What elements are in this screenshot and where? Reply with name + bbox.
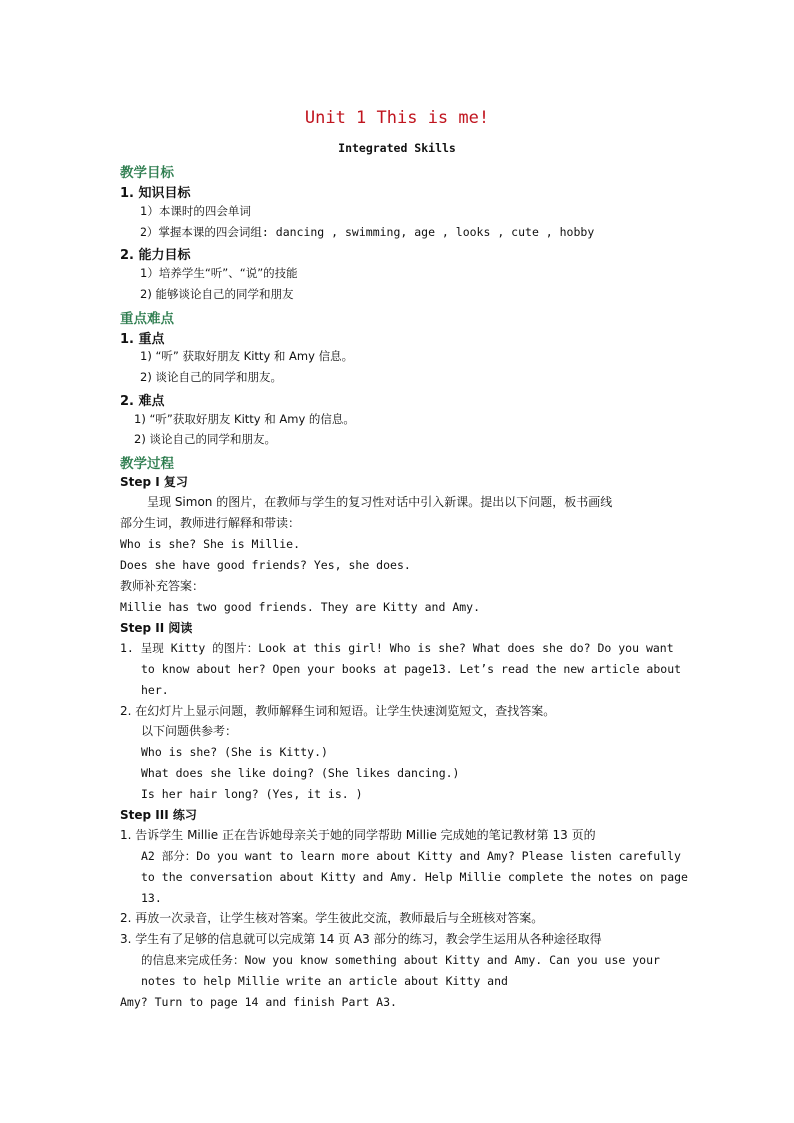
step-2-text: 2. 在幻灯片上显示问题，教师解释生词和短语。让学生快速浏览短文，查找答案。: [120, 704, 556, 718]
section-heading-objectives: 教学目标: [120, 165, 174, 181]
step-3-text: notes to help Millie write an article about Kitty and: [141, 974, 508, 988]
step-3-text: Amy? Turn to page 14 and finish Part A3.: [120, 995, 397, 1009]
step-3-text: 3. 学生有了足够的信息就可以完成第 14 页 A3 部分的练习，教会学生运用从各种途径取得: [120, 932, 602, 946]
step-1-answer: Millie has two good friends. They are Kitty and Amy.: [120, 600, 481, 614]
step-2-question: Is her hair long? (Yes, it is. ): [141, 787, 363, 801]
ability-goal-item: 2) 能够谈论自己的同学和朋友: [140, 287, 294, 301]
step-3-text: A2 部分：Do you want to learn more about Kitty and Amy? Please listen carefully: [141, 849, 681, 863]
step-3-heading: Step III 练习: [120, 808, 197, 822]
knowledge-goal-item: 1）本课时的四会单词: [140, 204, 251, 218]
step-1-heading: Step I 复习: [120, 475, 188, 489]
document-title: Unit 1 This is me!: [304, 108, 490, 128]
step-2-question: Who is she? (She is Kitty.): [141, 745, 328, 759]
step-3-text: 13.: [141, 891, 162, 905]
step-2-text: 以下问题供参考：: [141, 724, 238, 738]
key-point-heading: 1. 重点: [120, 332, 165, 347]
knowledge-goal-heading: 1. 知识目标: [120, 186, 191, 201]
section-heading-key-points: 重点难点: [120, 311, 174, 327]
step-3-text: to the conversation about Kitty and Amy. Help Millie complete the notes on page: [141, 870, 688, 884]
section-heading-process: 教学过程: [120, 456, 174, 472]
step-1-text: 教师补充答案：: [120, 579, 205, 593]
difficulty-heading: 2. 难点: [120, 394, 165, 409]
step-1-question: Does she have good friends? Yes, she does.: [120, 558, 411, 572]
step-2-text: her.: [141, 683, 169, 697]
step-3-text: 1. 告诉学生 Millie 正在告诉她母亲关于她的同学帮助 Millie 完成她的笔记教材第 13 页的: [120, 828, 596, 842]
key-point-item: 2) 谈论自己的同学和朋友。: [140, 370, 282, 384]
ability-goal-heading: 2. 能力目标: [120, 248, 191, 263]
difficulty-item: 2) 谈论自己的同学和朋友。: [134, 432, 276, 446]
step-1-text: 部分生词，教师进行解释和带读：: [120, 516, 301, 530]
difficulty-item: 1) “听”获取好朋友 Kitty 和 Amy 的信息。: [134, 412, 355, 426]
step-2-heading: Step II 阅读: [120, 621, 193, 635]
knowledge-goal-item: 2）掌握本课的四会词组: dancing , swimming, age , looks , cute , hobby: [140, 225, 595, 239]
key-point-item: 1) “听” 获取好朋友 Kitty 和 Amy 信息。: [140, 349, 354, 363]
step-2-text: 1. 呈现 Kitty 的图片：Look at this girl! Who is she? What does she do? Do you want: [120, 641, 674, 655]
step-3-text: 的信息来完成任务：Now you know something about Kitty and Amy. Can you use your: [141, 953, 660, 967]
step-2-question: What does she like doing? (She likes dancing.): [141, 766, 460, 780]
step-1-text: 呈现 Simon 的图片，在教师与学生的复习性对话中引入新课。提出以下问题，板书画线: [147, 495, 613, 509]
step-1-question: Who is she? She is Millie.: [120, 537, 301, 551]
ability-goal-item: 1）培养学生“听”、“说”的技能: [140, 266, 298, 280]
step-3-text: 2. 再放一次录音，让学生核对答案。学生彼此交流，教师最后与全班核对答案。: [120, 911, 544, 925]
document-subtitle: Integrated Skills: [338, 141, 456, 155]
step-2-text: to know about her? Open your books at page13. Let’s read the new article about: [141, 662, 682, 676]
